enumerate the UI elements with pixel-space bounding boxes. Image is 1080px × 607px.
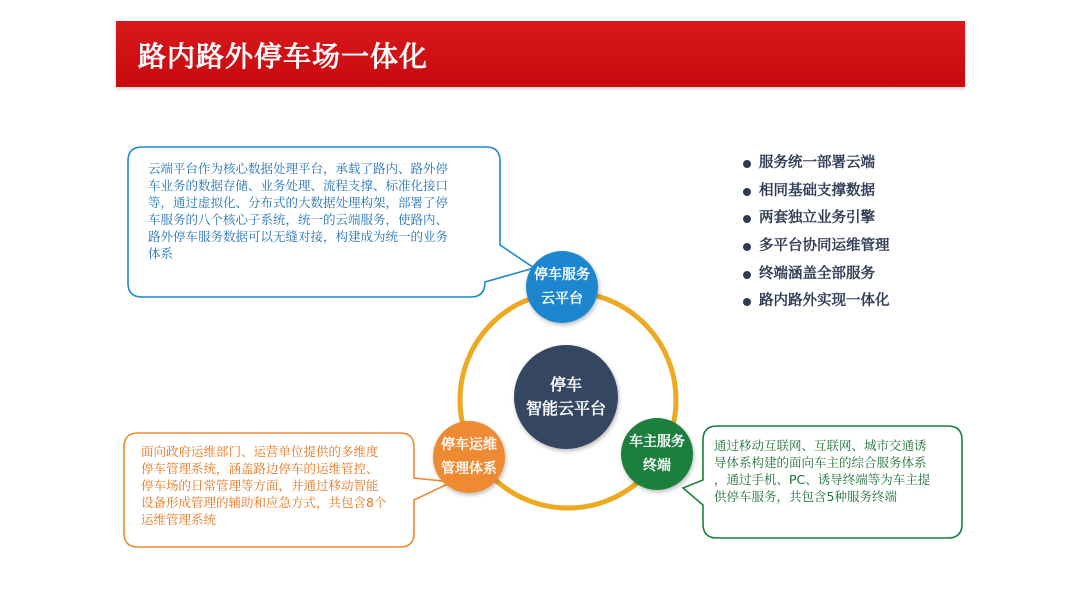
callout-owner-text [714, 437, 930, 505]
feature-item-label: 相同基础支撑数据 [759, 182, 875, 199]
feature-item [741, 150, 890, 178]
callout-operations-line: 运维管理系统 [141, 512, 217, 527]
bullet-dot-icon [743, 271, 751, 279]
feature-item [741, 178, 890, 206]
callout-cloud-text [148, 160, 448, 262]
callout-owner-line: 导体系构建的面向车主的综合服务体系 [714, 455, 927, 470]
callout-operations-line: 停车场的日常管理等方面，并通过移动智能 [141, 478, 379, 493]
node-cloud-label [517, 263, 607, 311]
callout-owner-line: 供停车服务，共包含5种服务终端 [714, 489, 897, 504]
feature-item-label: 路内路外实现一体化 [759, 293, 890, 310]
bullet-dot-icon [743, 243, 751, 251]
center-label-line-1: 停车 [549, 375, 582, 394]
feature-list [741, 150, 890, 316]
feature-item-label: 终端涵盖全部服务 [759, 265, 875, 282]
callout-cloud-line: 车业务的数据存储、业务处理、流程支撑、标准化接口 [148, 178, 449, 193]
callout-owner-line: 通过移动互联网、互联网、城市交通诱 [714, 438, 927, 453]
bullet-dot-icon [743, 215, 751, 223]
callout-operations-line: 面向政府运维部门、运营单位提供的多维度 [141, 444, 379, 459]
callout-operations-text [141, 443, 386, 528]
bullet-dot-icon [743, 188, 751, 196]
node-operations-label [424, 433, 514, 481]
center-label-line-2: 智能云平台 [525, 399, 606, 418]
callout-operations-line: 停车管理系统，涵盖路边停车的运维管控、 [141, 461, 379, 476]
callout-owner-line: ，通过手机、PC、诱导终端等为车主提 [714, 472, 931, 487]
callout-cloud-line: 车服务的八个核心子系统，统一的云端服务，使路内、 [148, 212, 449, 227]
feature-item-label: 两套独立业务引擎 [759, 210, 875, 227]
callout-operations-line: 设备形成管理的辅助和应急方式，共包含8个 [141, 495, 387, 510]
callout-cloud-line: 等，通过虚拟化、分布式的大数据处理构架，部署了停 [148, 195, 449, 210]
center-label [506, 367, 626, 427]
node-cloud-label-line-2: 云平台 [541, 291, 583, 307]
callout-cloud-line: 体系 [148, 246, 174, 261]
callout-cloud-line: 路外停车服务数据可以无缝对接，构建成为统一的业务 [148, 229, 449, 244]
bullet-dot-icon [743, 298, 751, 306]
node-operations-label-line-1: 停车运维 [441, 437, 497, 453]
feature-item [741, 261, 890, 289]
node-owner-label-line-2: 终端 [643, 458, 671, 474]
node-owner-label-line-1: 车主服务 [629, 434, 685, 450]
callout-cloud-line: 云端平台作为核心数据处理平台，承载了路内、路外停 [148, 161, 449, 176]
feature-item [741, 233, 890, 261]
page-title: 路内路外停车场一体化 [138, 40, 429, 73]
bullet-dot-icon [743, 160, 751, 168]
feature-item-label: 多平台协同运维管理 [759, 238, 890, 255]
feature-item-label: 服务统一部署云端 [759, 155, 875, 171]
feature-item [741, 288, 890, 316]
feature-item [741, 205, 890, 233]
node-cloud-label-line-1: 停车服务 [534, 267, 590, 283]
node-operations-label-line-2: 管理体系 [441, 461, 497, 477]
node-owner-label [612, 430, 702, 478]
